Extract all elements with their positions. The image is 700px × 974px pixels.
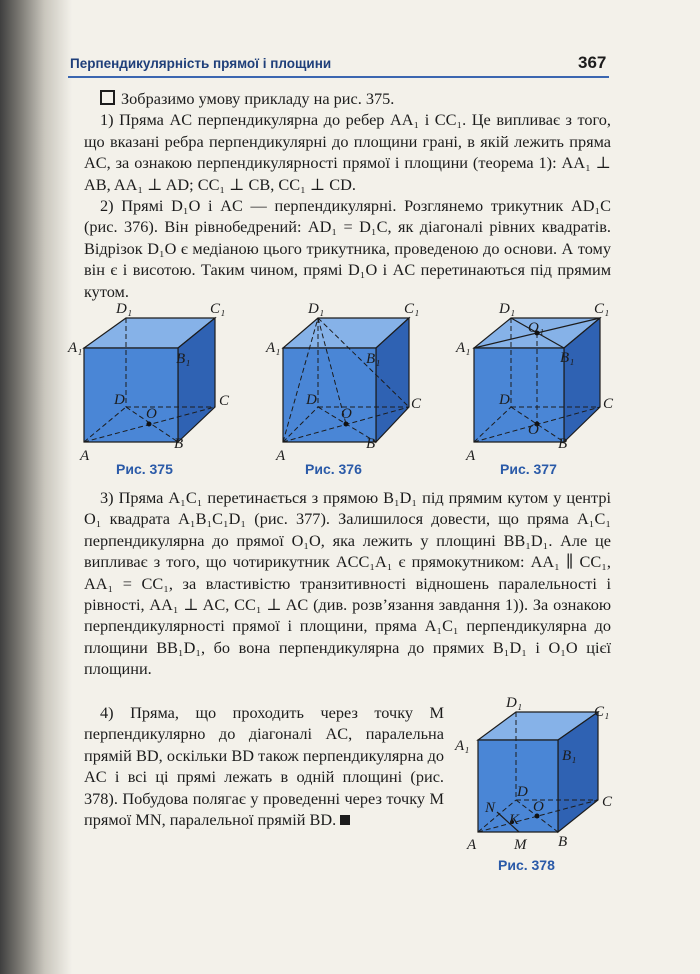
running-header-title: Перпендикулярність прямої і площини (70, 56, 332, 71)
vertex-label: C₁ (404, 301, 420, 317)
vertex-label: D₁ (116, 301, 133, 317)
vertex-label: O₁ (528, 320, 545, 336)
vertex-label: D₁ (308, 301, 325, 317)
vertex-label: A₁ (456, 340, 471, 356)
vertex-label: A (466, 448, 476, 464)
vertex-label: D₁ (506, 695, 523, 711)
vertex-label: A₁ (68, 340, 83, 356)
vertex-label: D (499, 392, 510, 408)
vertex-label: A (467, 837, 477, 853)
vertex-label: D (114, 392, 125, 408)
text-block-bottom (84, 702, 444, 830)
vertex-label: B₁ (562, 748, 577, 764)
vertex-label: O (146, 406, 157, 422)
cube-front-face (474, 348, 564, 442)
figure-378 (454, 695, 613, 873)
vertex-label: B₁ (560, 350, 575, 366)
vertex-label: N (485, 800, 496, 816)
figure-caption: Рис. 378 (498, 857, 555, 873)
vertex-label: C₁ (210, 301, 226, 317)
vertex-label: D₁ (499, 301, 516, 317)
vertex-label: C (603, 396, 614, 412)
vertex-label: M (514, 837, 527, 853)
figure-376 (265, 301, 422, 477)
vertex-label: O (341, 406, 352, 422)
vertex-label: D (517, 784, 528, 800)
vertex-label: K (509, 812, 520, 828)
vertex-label: C₁ (594, 704, 610, 720)
vertex-label: C (602, 794, 613, 810)
vertex-label: O (533, 799, 544, 815)
vertex-label: B (558, 436, 568, 452)
paragraph-4: 4) Пряма, що проходить через точку M перпендикулярно до діагоналі AC, паралельна прямій BD, оскільки BD також перпендикулярна до AC і всі ці прямі лежать в одній площині (рис. 378). Побудова полягає у проведенні через точку M прямої MN, паралельної прямій BD. (84, 703, 444, 830)
paragraph-2: 2) Прямі D₁O і AC — перпендикулярні. Розглянемо трикутник AD₁C (рис. 376). Він рівнобедрений: AD₁ = D₁C, як діагоналі рівних квадратів. Відрізок D₁O є медіаною цього трикутника, проведеною до основи. А тому він є і висотою. Таким чином, прямі D₁O і AC перетинаються під прямим кутом. (84, 196, 611, 301)
figure-caption: Рис. 375 (116, 461, 173, 477)
vertex-label: B₁ (176, 351, 191, 367)
figure-caption: Рис. 377 (500, 461, 557, 477)
vertex-label: C₁ (594, 301, 610, 317)
vertex-label: A (80, 448, 90, 464)
vertex-label: B (558, 834, 568, 850)
vertex-label: B (174, 436, 184, 452)
vertex-label: O (528, 422, 539, 438)
vertex-label: A₁ (455, 738, 470, 754)
vertex-label: B₁ (366, 351, 381, 367)
figure-377 (455, 301, 614, 477)
vertex-label: A (276, 448, 286, 464)
cube-front-face (84, 348, 178, 442)
paragraph-3: 3) Пряма A₁C₁ перетинається з прямою B₁D₁ під прямим кутом у центрі O₁ квадрата A₁B₁C₁D₁ (рис. 377). Залишилося довести, що пряма A₁C₁ перпендикулярна до прямої O₁O, яка лежить у площині BB₁D₁. Але це випливає з того, що чотирикутник ACC₁A₁ є прямокутником: AA₁ ∥ CC₁, AA₁ = CC₁, за властивістю транзитивності відношень паралельності і рівності, AA₁ ⊥ AC, CC₁ ⊥ AC (див. розв’язання завдання 1)). За ознакою перпендикулярності прямої і площини, пряма A₁C₁ перпендикулярна до площини BB₁D₁, бо вона перпендикулярна до прямих B₁D₁ і O₁O цієї площини. (84, 488, 611, 679)
paragraph-intro: Зобразимо умову прикладу на рис. 375. (84, 88, 611, 109)
figure-375 (67, 301, 230, 477)
point-o (344, 422, 349, 427)
vertex-label: D (306, 392, 317, 408)
vertex-label: C (411, 396, 422, 412)
vertex-label: C (219, 393, 230, 409)
page-number: 367 (578, 53, 607, 72)
vertex-label: B (366, 436, 376, 452)
solution-end-icon (340, 815, 350, 825)
vertex-label: A₁ (266, 340, 281, 356)
paragraph-1: 1) Пряма AC перпендикулярна до ребер AA₁ і CC₁. Це випливає з того, що вказані ребра перпендикулярні до площини грані, в якій лежить пряма AC, за ознакою перпендикулярності прямої і площини (теорема 1): AA₁ ⊥ AB, AA₁ ⊥ AD; CC₁ ⊥ CB, CC₁ ⊥ CD. (84, 110, 611, 194)
figure-caption: Рис. 376 (305, 461, 362, 477)
text-block-middle (84, 487, 611, 680)
point-o (147, 422, 152, 427)
